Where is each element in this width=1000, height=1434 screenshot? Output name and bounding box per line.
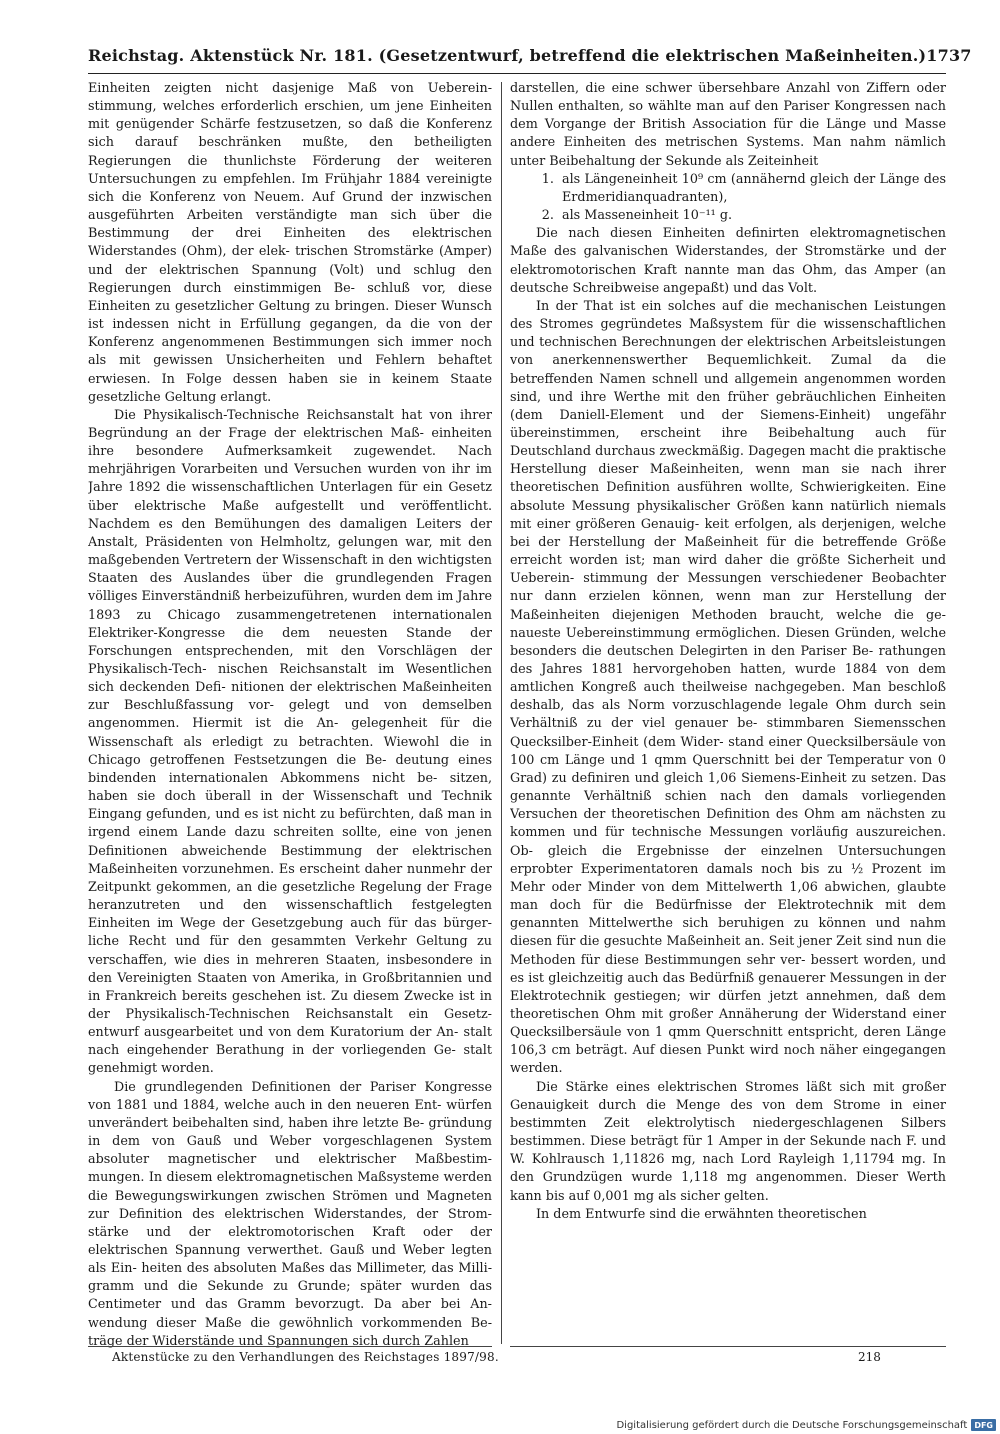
header-rule bbox=[88, 73, 946, 74]
footer-rule-left bbox=[88, 1346, 492, 1347]
list-item: 1. als Längeneinheit 10⁹ cm (annähernd gleich der Länge des Erdmeridianquadranten), bbox=[558, 171, 946, 207]
header-title: Reichstag. Aktenstück Nr. 181. (Gesetzentwurf, betreffend die elektrischen Maßeinheiten.) bbox=[88, 46, 927, 65]
running-header bbox=[88, 46, 972, 65]
left-column bbox=[88, 80, 492, 1348]
right-paragraph-1: darstellen, die eine schwer übersehbare Anzahl von Ziffern oder Nullen enthalten, so wählte man auf den Pariser Kongressen nach dem Vorgange der British Association für die Länge und Masse andere Einheiten des metrischen Systems. Man nahm nämlich unter Beibehaltung der Sekunde als Zeiteinheit bbox=[510, 81, 946, 169]
digitization-credit bbox=[610, 1418, 996, 1432]
footer-rule-right bbox=[510, 1346, 946, 1347]
unit-list bbox=[510, 171, 946, 225]
left-paragraph-3: Die grundlegenden Definitionen der Pariser Kongresse von 1881 und 1884, welche auch in den neueren Ent- würfen unverändert beibehalten sind, haben ihre letzte Be- gründung in dem von Gauß und Weber vorgeschlagenen System absoluter magnetischer und elektrischer Maßbestim- mungen. In diesem elektromagnetischen Maßsysteme werden die Bewegungswirkungen zwischen Strömen und Magneten zur Definition des elektrischen Widerstandes, der Strom- stärke und der elektromotorischen Kraft oder der elektrischen Spannung verwerthet. Gauß und Weber legten als Ein- heiten des absoluten Maßes das Millimeter, das Milli- gramm und die Sekunde zu Grunde; später wurden das Centimeter und das Gramm bevorzugt. Da aber bei An- wendung dieser Maße die gewöhnlich vorkommenden Be- träge der Widerstände und Spannungen sich durch Zahlen bbox=[88, 1079, 492, 1348]
right-paragraph-4: Die Stärke eines elektrischen Stromes läßt sich mit großer Genauigkeit durch die Menge des von dem Strome in einer bestimmten Zeit elektrolytisch niedergeschlagenen Silbers bestimmen. Diese beträgt für 1 Amper in der Sekunde nach F. und W. Kohlrausch 1,11826 mg, nach Lord Rayleigh 1,11794 mg. In den Grundzügen wurde 1,118 mg angenommen. Dieser Werth kann bis auf 0,001 mg als sicher gelten. bbox=[510, 1079, 946, 1204]
left-paragraph-2: Die Physikalisch-Technische Reichsanstalt hat von ihrer Begründung an der Frage der elektrischen Maß- einheiten ihre besondere Aufmerksamkeit zugewendet. Nach mehrjährigen Vorarbeiten und Versuchen wurden von ihr im Jahre 1892 die wissenschaftlichen Unterlagen für ein Gesetz über elektrische Maße aufgestellt und veröffentlicht. Nachdem es den Bemühungen des damaligen Leiters der Anstalt, Präsidenten von Helmholtz, gelungen war, mit den maßgebenden Vertretern der Wissenschaft in den wichtigsten Staaten des Auslandes über die grundlegenden Fragen völliges Einverständniß herbeizuführen, wurden dem im Jahre 1893 zu Chicago zusammengetretenen internationalen Elektriker-Kongresse die dem neuesten Stande der Forschungen entsprechenden, mit den Vorschlägen der Physikalisch-Tech- nischen Reichsanstalt im Wesentlichen sich deckenden Defi- nitionen der elektrischen Maßeinheiten zur Beschlußfassung vor- gelegt und von demselben angenommen. Hiermit ist die An- gelegenheit für die Wissenschaft als erledigt zu betrachten. Wiewohl die in Chicago getroffenen Festsetzungen die Be- deutung eines bindenden internationalen Abkommens nicht be- sitzen, haben sie doch überall in der Wissenschaft und Technik Eingang gefunden, und es ist nicht zu befürchten, daß man in irgend einem Lande dazu schreiten sollte, eine von jenen Definitionen abweichende Bestimmung der elektrischen Maßeinheiten vorzunehmen. Es erscheint daher nunmehr der Zeitpunkt gekommen, an die gesetzliche Regelung der Frage heranzutreten und den wissenschaftlich festgelegten Einheiten im Wege der Gesetzgebung auch für das bürger- liche Recht und für den gesammten Verkehr Geltung zu verschaffen, wie dies in mehreren Staaten, insbesondere in den Vereinigten Staaten von Amerika, in Großbritannien und in Frankreich bereits geschehen ist. Zu diesem Zwecke ist in der Physikalisch-Technischen Reichsanstalt ein Gesetz- entwurf ausgearbeitet und von dem Kuratorium der An- stalt nach eingehender Berathung in der vorliegenden Ge- stalt genehmigt worden. bbox=[88, 407, 492, 1077]
right-column bbox=[510, 80, 946, 1348]
list-item: 2. als Masseneinheit 10⁻¹¹ g. bbox=[558, 207, 946, 225]
right-paragraph-3: In der That ist ein solches auf die mechanischen Leistungen des Stromes gegründetes Maßsystem für die wissenschaftlichen und technischen Berechnungen der elektrischen Arbeitsleistungen von anerkennenswerther Bequemlichkeit. Zumal da die betreffenden Namen schnell und allgemein angenommen worden sind, und ihre Werthe mit den früher gebräuchlichen Einheiten (dem Daniell-Element und der Siemens-Einheit) ungefähr übereinstimmen, erscheint ihre Beibehaltung auch für Deutschland durchaus zweckmäßig. Dagegen macht die praktische Herstellung dieser Maßeinheiten, wenn man sie nach ihrer theoretischen Definition ausführen wollte, Schwierigkeiten. Eine absolute Messung physikalischer Größen kann natürlich niemals mit einer größeren Genauig- keit erfolgen, als derjenigen, welche bei der Herstellung der Maßeinheit für die betreffende Größe erreicht worden ist; man wird daher die größte Sicherheit und Ueberein- stimmung der Messungen verschiedener Beobachter nur dann erzielen können, wenn man zur Herstellung der Maßeinheiten diejenigen Methoden braucht, welche die ge- naueste Uebereinstimmung ermöglichen. Diesen Gründen, welche besonders die deutschen Delegirten in den Pariser Be- rathungen des Jahres 1881 hervorgehoben hatten, wurde 1884 von dem amtlichen Kongreß auch theilweise nachgegeben. Man beschloß deshalb, das als Norm vorzuschlagende legale Ohm durch sein Verhältniß zu der viel genauer be- stimmbaren Siemensschen Quecksilber-Einheit (dem Wider- stand einer Quecksilbersäule von 100 cm Länge und 1 qmm Querschnitt bei der Temperatur von 0 Grad) zu definiren und gleich 1,06 Siemens-Einheit zu setzen. Das genannte Verhältniß schien nach den damals vorliegenden Versuchen der theoretischen Definition des Ohm am nächsten zu kommen und für technische Messungen vorläufig auszureichen. Ob- gleich die Ergebnisse der einzelnen Untersuchungen erprobter Experimentatoren damals noch bis zu ½ Prozent im Mehr oder Minder von dem Mittelwerth 1,06 abwichen, glaubte man doch für die Bedürfnisse der Elektrotechnik mit dem genannten Mittelwerthe sich beruhigen zu können und nahm diesen für die gesuchte Maßeinheit an. Seit jener Zeit sind nun die Methoden für diese Bestimmungen sehr ver- bessert worden, und es ist gleichzeitig auch das Bedürfniß genauerer Messungen in der Elektrotechnik gestiegen; wir dürfen jetzt annehmen, daß dem theoretischen Ohm mit großer Annäherung der Widerstand einer Quecksilbersäule von 1 qmm Querschnitt entspricht, deren Länge 106,3 cm beträgt. Auf diesen Punkt wird noch näher eingegangen werden. bbox=[510, 298, 946, 1077]
column-divider bbox=[501, 82, 502, 1344]
footer-sheet-number: 218 bbox=[858, 1350, 881, 1364]
left-paragraph-1: Einheiten zeigten nicht dasjenige Maß von Ueberein- stimmung, welches erforderlich erschien, um jene Einheiten mit genügender Schärfe festzusetzen, so daß die Konferenz sich darauf beschränken mußte, den betheiligten Regierungen die thunlichste Förderung der weiteren Untersuchungen zu empfehlen. Im Frühjahr 1884 vereinigte sich die Konferenz von Neuem. Auf Grund der inzwischen ausgeführten Arbeiten verständigte man sich über die Bestimmung der drei Einheiten des elektrischen Widerstandes (Ohm), der elek- trischen Stromstärke (Amper) und der elektrischen Spannung (Volt) und schlug den Regierungen durch einstimmigen Be- schluß vor, diese Einheiten zu gesetzlicher Geltung zu bringen. Dieser Wunsch ist indessen nicht in Erfüllung gegangen, da die von der Konferenz angenommenen Bestimmungen sich immer noch als mit gewissen Unsicherheiten und Fehlern behaftet erwiesen. In Folge dessen haben sie in keinem Staate gesetzliche Geltung erlangt. bbox=[88, 81, 492, 405]
right-paragraph-5: In dem Entwurfe sind die erwähnten theoretischen bbox=[536, 1206, 867, 1222]
dfg-logo-icon[interactable] bbox=[971, 1419, 996, 1431]
dfg-logo-text: DFG bbox=[974, 1420, 993, 1430]
right-paragraph-2: Die nach diesen Einheiten definirten elektromagnetischen Maße des galvanischen Widerstandes, der Stromstärke und der elektromotorischen Kraft nannte man das Ohm, das Amper (an deutsche Schreibweise angepaßt) und das Volt. bbox=[510, 226, 946, 296]
footer-source-note: Aktenstücke zu den Verhandlungen des Reichstages 1897/98. bbox=[112, 1350, 499, 1364]
header-page-number: 1737 bbox=[926, 46, 972, 65]
digitization-text: Digitalisierung gefördert durch die Deutsche Forschungsgemeinschaft bbox=[616, 1419, 968, 1431]
